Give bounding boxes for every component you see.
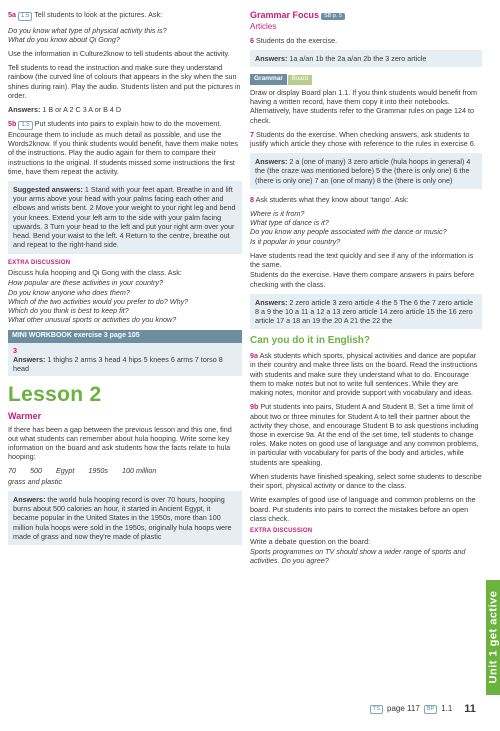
extra-discussion-heading: EXTRA DISCUSSION [8,259,71,266]
mini-workbook-box: MINI WORKBOOK exercise 3 page 105 3 Answers: 1 thighs 2 arms 3 head 4 hips 5 knees 6 arms 7 torso 8 head [8,330,242,377]
debate-question: Sports programmes on TV should show a wider range of sports and activities. Do you agree? [250,546,466,566]
warmer-answers-box: Answers: the world hula hooping record is over 70 hours, hooping burns about 500 calories an hour, it started in Ancient Egypt, it became popular in the United States in the 1950s, more than 100 million hula hoops were sold in the 1950s, originally hula hoops were made of grass and now they're made of plastic [8,491,242,545]
warmer-heading: Warmer [8,411,42,422]
paragraph: Have students read the text quickly and see if any of the information is the same. [250,250,474,270]
page-number: 11 [464,703,476,715]
exercise-9b: 9b Put students into pairs, Student A and Student B. Set a time limit of about two or three minutes for Student A to tell their partner about the activity they chose, and encourage Student B to ask questions including those in exercise 9a. At the end of the set time, tell students to change roles. Make notes on good use of language and any common problems, in particular with vocabulary for parts of the body and articles, while students are speaking. [250,402,479,467]
ts-badge: TS [370,705,383,714]
right-column [250,10,482,570]
paragraph: Use the information in Culture2know to tell students about the activity. [8,49,230,59]
audio-track-badge: 1.5 [18,121,32,130]
exercise-8: 8 Ask students what they know about 'tango'. Ask: [250,194,409,204]
exercise-5a: 5a 1.5 Tell students to look at the pictures. Ask: [8,10,163,19]
extra-discussion-heading: EXTRA DISCUSSION [250,527,313,534]
suggested-answers-box: Suggested answers: 1 Stand with your feet apart. Breathe in and lift your arms above your head with your palms facing each other and elbows and wrists bent. 2 Move your weight to your right leg and bend your knees. Extend your left arm to the side with your palm facing upwards. 3 Turn your head to the left and put your right arm over your head. Bend your waist to the left. 4 Return to the centre, breathe out and repeat to the right-hand side. [8,181,242,254]
unit-side-tab: Unit 1 get active [486,580,500,695]
paragraph: When students have finished speaking, select some students to describe their sport, physical activity or dance to the class. [250,471,482,491]
paragraph: Tell students to read the instruction and make sure they understand rainbow (the curved line of colours that appears in the sky when the sun shines during rain). Play the audio. Students listen and put the pictures in order. [8,63,241,100]
page-ref: page 117 [387,703,420,713]
answers-6-box: Answers: 1a a/an 1b the 2a a/an 2b the 3 zero article [250,50,482,67]
exercise-7: 7 Students do the exercise. When checking answers, ask students to justify which article they chose with reference to the rules in exercise 6. [250,129,476,148]
page-ref-badge: SB p. 5 [321,13,345,20]
lesson-title: Lesson 2 [8,383,102,407]
question-list: Where is it from? What type of dance is it? Do you know any people associated with the dance or music? Is it popular in your country? [250,209,447,246]
exercise-6: 6 Students do the exercise. [250,35,338,45]
grammar-topic: Articles [250,21,277,31]
paragraph: Students do the exercise. Have them compare answers in pairs before checking with the class. [250,270,475,289]
question-list: Do you know what type of physical activity this is? What do you know about Qi Gong? [8,25,167,44]
answers-7-box: Answers: 2 a (one of many) 3 zero article (hula hoops in general) 4 the (the craze was mentioned before) 5 the (there is only one) 6 the (there is only one) 7 an (one of many) 8 the (there is only one) [250,153,482,189]
answers-8-box: Answers: 2 zero article 3 zero article 4 the 5 The 6 the 7 zero article 8 a 9 the 10 a 11 a 12 a 13 zero article 14 zero article 15 the 16 zero article 17 a 18 an 19 the 20 A 21 the 22 the [250,294,482,330]
key-info-list: 70 500 Egypt 1950s 100 million [8,466,157,476]
paragraph: Write a debate question on the board: [250,536,371,546]
paragraph: If there has been a gap between the previous lesson and this one, find out what students can remember about hula hooping. Write some key information on the board and ask students how the facts relate to hula hooping: [8,424,232,462]
audio-track-badge: 1.5 [18,12,32,21]
section-heading: Can you do it in English? [250,335,370,347]
paragraph: Draw or display Board plan 1.1. If you think students would benefit from having a written record, have them copy it into their notebooks. Alternatively, have students refer to the Grammar rules on page 124 to check. [250,87,477,125]
exercise-9a: 9a Ask students which sports, physical activities and dance are popular in their country and make three lists on the board. Read the instructions with students and make sure they understand what to do. Encourage them to make notes but not to write full sentences. While they are making notes, monitor and provide support with vocabulary and ideas. [250,351,478,398]
grammar-focus-heading: Grammar Focus SB p. 5 [250,10,482,22]
board-plan-ref: 1.1 [441,703,453,713]
bp-badge: BP [424,705,437,714]
left-column: 5a 1.5 Tell students to look at the pictures. Ask: Do you know what type of physical activity this is? What do you know about Qi Gong? Use the information in Culture2know to tell students about the activity. Tell students to read the instruction and make sure they understand rainbow (the curved line of colours that appears in the sky when the sun shines during rain). Play the audio. Students listen and put the pictures in order. Answers: 1 B or A 2 C 3 A or B 4 D 5b 1.5 Put students into pairs to explain how to do the movement. Encourage them to include as much detail as possible, and use the Words2know. If you think students would benefit, have them make notes of the instructions. Play the audio again for them to compare their instructions to the original. If students missed some instructions the first time, have them repeat the activity. Suggested answers: 1 Stand with your feet apart. Breathe in and lift your arms above your head with your palms facing each other and elbows and wrists bent. 2 Move your weight to your right leg and bend your knees. Extend your left arm to the side with your palm facing upwards. 3 Turn your head to the left and put your right arm over your head. Bend your waist to the left. 4 Return to the centre, breathe out and repeat to the right-hand side. EXTRA DISCUSSION Discuss hula hooping and Qi Gong with the class. Ask: How popular are these activities in your country? Do you know anyone who does them? Which of the two activities would you prefer to do? Why? Which do you think is best to keep fit? What other unusual sports or activities do you know? MINI WORKBOOK exercise 3 page 105 3 Answers: 1 thighs 2 arms 3 head 4 hips 5 knees 6 arms 7 torso 8 head Lesson 2 Warmer If there has been a gap between the previous lesson and this one, find out what students can remember about hula hooping. Write some key information on the board and ask students how the facts relate to hula hooping: 70 500 Egypt 1950s 100 million grass and plastic Answers: the world hula hooping record is over 70 hours, hooping burns about 500 calories an hour, it started in Ancient Egypt, it became popular in the United States in the 1950s, more than 100 million hula hoops were sold in the 1950s, originally hula hoops were made of grass and now they're made of plastic [8,10,242,551]
mini-workbook-heading: MINI WORKBOOK exercise 3 page 105 [8,330,242,343]
exercise-5b: 5b 1.5 Put students into pairs to explain how to do the movement. Encourage them to include as much detail as possible, and use the Words2know. If you think students would benefit, have them make notes of the instructions. Play the audio again for them to compare their instructions to the original. If students missed some instructions the first time, have them repeat the activity. [8,119,238,176]
answers-5a: Answers: 1 B or A 2 C 3 A or B 4 D [8,105,122,115]
grammar-board-label: Grammar Board [250,73,482,85]
paragraph: Write examples of good use of language and common problems on the board. Put students into pairs to correct the mistakes before an open class check. [250,495,476,523]
question-list: How popular are these activities in your country? Do you know anyone who does them? Which of the two activities would you prefer to do? Why? Which do you think is best to keep fit? What other unusual sports or activities do you know? [8,278,189,325]
page-footer [370,702,476,716]
paragraph: Discuss hula hooping and Qi Gong with the class. Ask: [8,268,182,278]
